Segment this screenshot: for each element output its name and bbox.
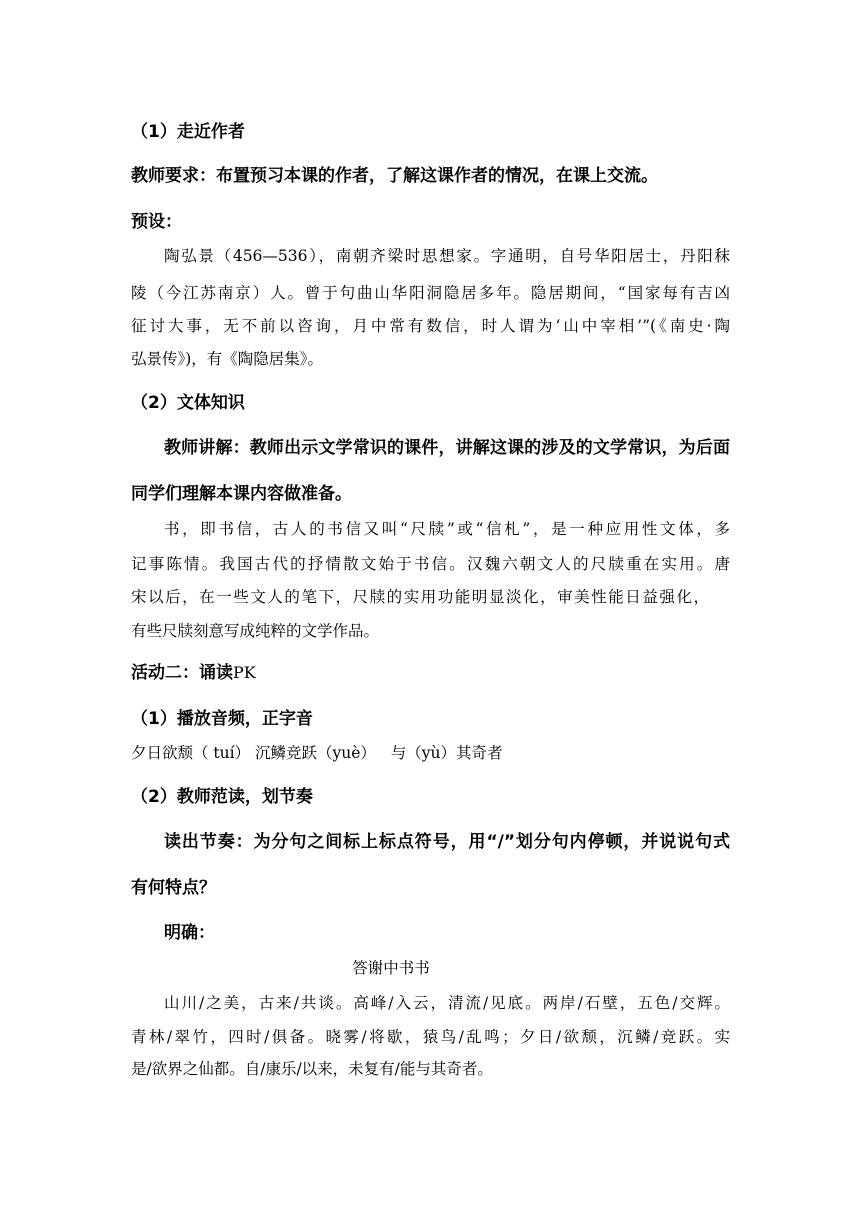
preset-label: 预设： [131,212,182,232]
poem-title: 答谢中书书 [352,959,430,977]
teacher-explain-line-1: 教师讲解：教师出示文学常识的课件，讲解这课的涉及的文学常识，为后面 [164,438,730,458]
bio-line-1: 陶弘景（456—536），南朝齐梁时思想家。字通明，自号华阳居士，丹阳秣 [164,247,730,265]
clarify-label: 明确： [164,923,215,943]
bio-line-2: 陵（今江苏南京）人。曾于句曲山华阳洞隐居多年。隐居期间，“国家每有吉凶 [131,284,730,302]
bio-line-4: 弘景传》)，有《陶隐居集》。 [131,350,324,368]
rhythm-line-2: 有何特点？ [131,878,216,898]
teacher-explain-line-2: 同学们理解本课内容做准备。 [131,484,352,504]
teacher-request: 教师要求：布置预习本课的作者，了解这课作者的情况，在课上交流。 [131,166,658,186]
rhythm-line-1: 读出节奏：为分句之间标上标点符号，用“/”划分句内停顿，并说说句式 [164,832,730,852]
knowledge-line-2: 记事陈情。我国古代的抒情散文始于书信。汉魏六朝文人的尺牍重在实用。唐 [131,555,730,573]
section-heading-genre: （2）文体知识 [131,393,245,413]
activity2-heading [131,658,256,683]
activity2-heading-pk: PK [233,663,256,682]
bio-line-3: 征讨大事，无不前以咨询，月中常有数信，时人谓为‘山中宰相’”(《南史·陶 [131,317,730,335]
pinyin-line: 夕日欲颓（ tuí） 沉鳞竞跃（yuè） 与（yù）其奇者 [131,744,503,762]
poem-line-3: 是/欲界之仙都。自/康乐/以来，未复有/能与其奇者。 [131,1060,493,1078]
poem-line-2: 青林/翠竹，四时/俱备。晓雾/将歇，猿鸟/乱鸣；夕日/欲颓，沉鳞/竞跃。实 [131,1028,730,1046]
poem-line-1: 山川/之美，古来/共谈。高峰/入云，清流/见底。两岸/石壁，五色/交辉。 [164,994,730,1012]
knowledge-line-1: 书，即书信，古人的书信又叫“尺牍”或“信札”，是一种应用性文体，多 [164,520,730,538]
knowledge-line-3: 宋以后，在一些文人的笔下，尺牍的实用功能明显淡化，审美性能日益强化， [131,588,709,606]
knowledge-line-4: 有些尺牍刻意写成纯粹的文学作品。 [131,622,380,640]
activity2-heading-text: 活动二：诵读 [131,663,233,683]
section-heading-author: （1）走近作者 [131,122,245,142]
step1-heading: （1）播放音频，正字音 [131,709,313,729]
step2-heading: （2）教师范读，划节奏 [131,787,313,807]
